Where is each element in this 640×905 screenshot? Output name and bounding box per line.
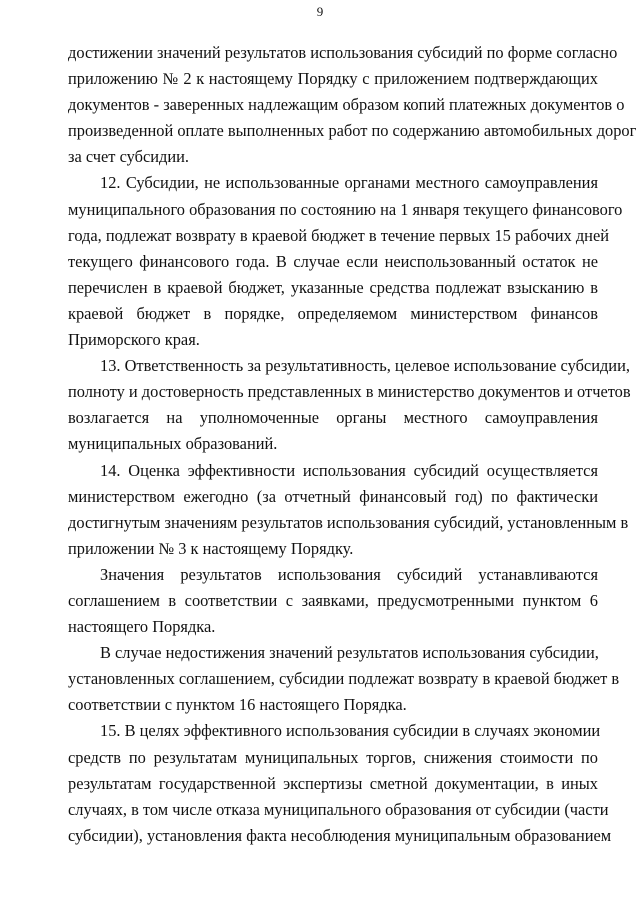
- text-line: полноту и достоверность представленных в министерство документов и отчетов: [68, 382, 631, 402]
- text-line: соответствии с пунктом 16 настоящего Порядка.: [68, 695, 407, 715]
- text-line: перечислен в краевой бюджет, указанные средства подлежат взысканию в: [68, 277, 598, 297]
- paragraph: [68, 353, 631, 457]
- paragraph: [68, 40, 637, 170]
- text-line: соглашением в соответствии с заявками, предусмотренными пунктом 6: [68, 590, 598, 610]
- text-line: документов - заверенных надлежащим образом копий платежных документов о: [68, 95, 625, 115]
- text-line: достижении значений результатов использования субсидий по форме согласно: [68, 43, 618, 62]
- text-line: краевой бюджет в порядке, определяемом министерством финансов: [68, 303, 598, 323]
- paragraph: [68, 718, 612, 848]
- text-line: муниципального образования по состоянию на 1 января текущего финансового: [68, 199, 623, 219]
- text-line: муниципальных образований.: [68, 434, 278, 454]
- text-line: за счет субсидии.: [68, 147, 189, 167]
- text-line: Значения результатов использования субсидий устанавливаются: [100, 564, 598, 584]
- text-line: установленных соглашением, субсидии подлежат возврату в краевой бюджет в: [68, 669, 620, 689]
- text-line: средств по результатам муниципальных торгов, снижения стоимости по: [68, 747, 598, 767]
- text-line: произведенной оплате выполненных работ по содержанию автомобильных дорог: [68, 121, 637, 141]
- text-line: настоящего Порядка.: [68, 617, 216, 637]
- text-line: достигнутым значениям результатов использования субсидий, установленным в: [68, 512, 629, 532]
- paragraph: [68, 640, 620, 718]
- text-line: возлагается на уполномоченные органы местного самоуправления: [68, 408, 598, 428]
- text-line: случаях, в том числе отказа муниципального образования от субсидии (части: [68, 799, 609, 819]
- text-line: года, подлежат возврату в краевой бюджет в течение первых 15 рабочих дней: [68, 225, 609, 245]
- page-number: 9: [316, 4, 324, 19]
- text-line: 13. Ответственность за результативность, целевое использование субсидии,: [100, 356, 630, 376]
- paragraph: [68, 170, 623, 353]
- paragraph: [68, 562, 598, 640]
- text-line: 15. В целях эффективного использования субсидии в случаях экономии: [100, 721, 601, 741]
- text-line: министерством ежегодно (за отчетный финансовый год) по фактически: [68, 486, 598, 506]
- text-line: субсидии), установления факта несоблюдения муниципальным образованием: [68, 825, 612, 845]
- text-line: текущего финансового года. В случае если неиспользованный остаток не: [68, 251, 598, 271]
- text-line: В случае недостижения значений результатов использования субсидии,: [100, 643, 599, 663]
- text-line: 12. Субсидии, не использованные органами местного самоуправления: [100, 173, 598, 193]
- text-line: 14. Оценка эффективности использования субсидий осуществляется: [100, 460, 598, 480]
- document-body: [68, 40, 637, 849]
- text-line: приложении № 3 к настоящему Порядку.: [68, 538, 354, 558]
- text-line: Приморского края.: [68, 330, 200, 350]
- text-line: приложению № 2 к настоящему Порядку с приложением подтверждающих: [68, 69, 598, 89]
- text-line: результатам государственной экспертизы сметной документации, в иных: [68, 773, 598, 793]
- paragraph: [68, 458, 629, 562]
